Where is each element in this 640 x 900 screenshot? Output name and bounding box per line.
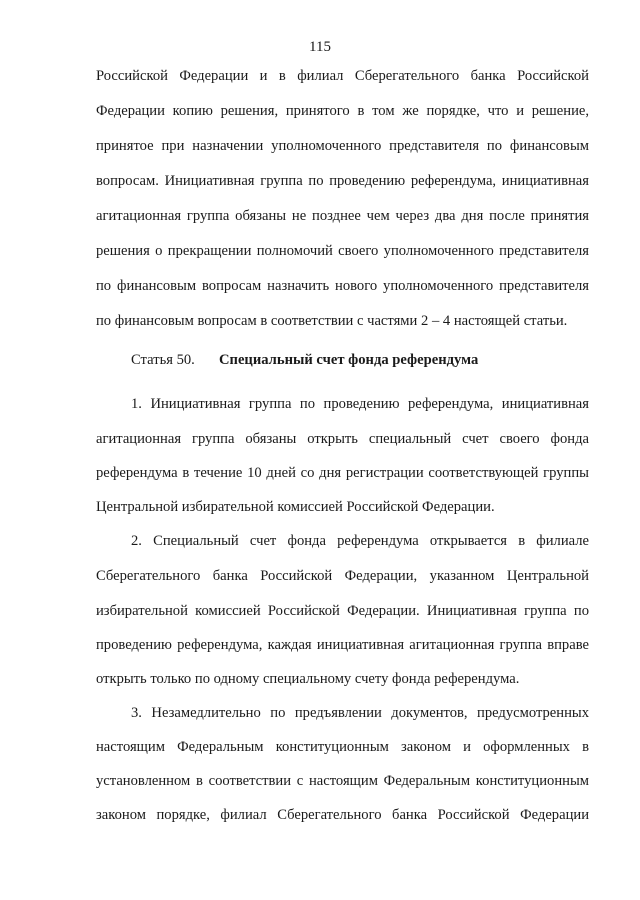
- text-line: вопросам. Инициативная группа по проведению референдума, инициативная: [96, 173, 589, 189]
- text-line: решения о прекращении полномочий своего уполномоченного представителя: [96, 243, 589, 259]
- text-line: законом порядке, филиал Сберегательного банка Российской Федерации: [96, 807, 589, 823]
- text-line: избирательной комиссией Российской Федерации. Инициативная группа по: [96, 603, 589, 619]
- text-line: установленном в соответствии с настоящим Федеральным конституционным: [96, 773, 589, 789]
- page-number: 115: [309, 39, 331, 55]
- text-line: Сберегательного банка Российской Федерации, указанном Центральной: [96, 568, 589, 584]
- text-line: настоящим Федеральным конституционным законом и оформленных в: [96, 739, 589, 755]
- article-title: Специальный счет фонда референдума: [219, 352, 479, 368]
- text-line: по финансовым вопросам в соответствии с частями 2 – 4 настоящей статьи.: [96, 313, 568, 329]
- text-line: Российской Федерации и в филиал Сберегательного банка Российской: [96, 68, 589, 84]
- text-line: агитационная группа обязаны открыть специальный счет своего фонда: [96, 431, 589, 447]
- text-line: 1. Инициативная группа по проведению референдума, инициативная: [131, 396, 589, 412]
- text-line: открыть только по одному специальному счету фонда референдума.: [96, 671, 520, 687]
- text-line: принятое при назначении уполномоченного представителя по финансовым: [96, 138, 589, 154]
- text-line: проведению референдума, каждая инициативная агитационная группа вправе: [96, 637, 589, 653]
- text-line: 2. Специальный счет фонда референдума открывается в филиале: [131, 533, 589, 549]
- text-line: Федерации копию решения, принятого в том же порядке, что и решение,: [96, 103, 589, 119]
- text-line: 3. Незамедлительно по предъявлении документов, предусмотренных: [131, 705, 589, 721]
- text-line: по финансовым вопросам назначить нового уполномоченного представителя: [96, 278, 589, 294]
- article-number: Статья 50.: [131, 352, 195, 368]
- text-line: агитационная группа обязаны не позднее чем через два дня после принятия: [96, 208, 589, 224]
- text-line: референдума в течение 10 дней со дня регистрации соответствующей группы: [96, 465, 589, 481]
- article-heading: [131, 350, 478, 370]
- text-line: Центральной избирательной комиссией Российской Федерации.: [96, 499, 495, 515]
